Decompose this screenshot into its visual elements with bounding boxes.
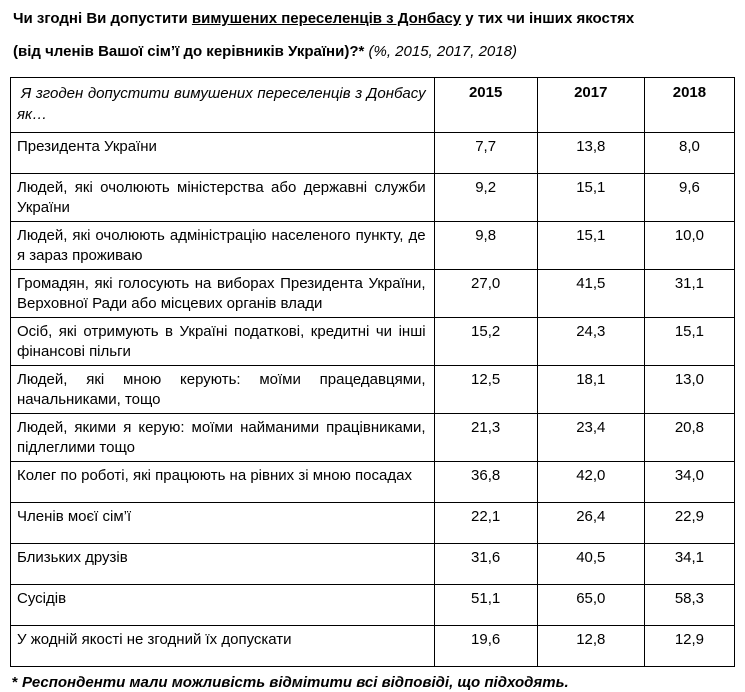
row-value-2018: 22,9 xyxy=(644,503,734,544)
row-value-2015: 9,8 xyxy=(434,222,537,270)
table-row xyxy=(11,503,735,544)
title-year-note: (%, 2015, 2017, 2018) xyxy=(364,43,517,60)
row-value-2018: 58,3 xyxy=(644,585,734,626)
row-value-2015: 7,7 xyxy=(434,133,537,174)
row-label: Колег по роботі, які працюють на рівних зі мною посадах xyxy=(11,462,435,503)
document-title-line2 xyxy=(13,42,735,61)
table-row xyxy=(11,544,735,585)
footnote-marker: * xyxy=(12,674,18,691)
row-label: Близьких друзів xyxy=(11,544,435,585)
survey-table xyxy=(10,77,735,667)
row-value-2017: 24,3 xyxy=(537,318,644,366)
row-value-2018: 9,6 xyxy=(644,174,734,222)
title-text-post: у тих чи інших якостях xyxy=(461,10,635,27)
row-value-2015: 19,6 xyxy=(434,626,537,667)
row-value-2018: 34,0 xyxy=(644,462,734,503)
row-label: Людей, які мною керують: моїми працедавцями, начальниками, тощо xyxy=(11,366,435,414)
row-value-2018: 15,1 xyxy=(644,318,734,366)
row-value-2015: 31,6 xyxy=(434,544,537,585)
row-value-2015: 12,5 xyxy=(434,366,537,414)
row-label: У жодній якості не згодний їх допускати xyxy=(11,626,435,667)
row-value-2017: 41,5 xyxy=(537,270,644,318)
row-label: Громадян, які голосують на виборах Президента України, Верховної Ради або місцевих органів влади xyxy=(11,270,435,318)
table-header-row xyxy=(11,78,735,133)
row-value-2017: 15,1 xyxy=(537,174,644,222)
row-value-2017: 18,1 xyxy=(537,366,644,414)
table-body xyxy=(11,133,735,667)
row-value-2018: 31,1 xyxy=(644,270,734,318)
row-label: Сусідів xyxy=(11,585,435,626)
row-label: Осіб, які отримують в Україні податкові, кредитні чи інші фінансові пільги xyxy=(11,318,435,366)
table-row xyxy=(11,318,735,366)
table-row xyxy=(11,270,735,318)
document-title-line1 xyxy=(13,9,735,28)
table-header-year-2018: 2018 xyxy=(644,78,734,133)
row-value-2015: 36,8 xyxy=(434,462,537,503)
row-value-2017: 26,4 xyxy=(537,503,644,544)
footnote-text: Респонденти мали можливість відмітити всі відповіді, що підходять. xyxy=(22,674,569,691)
row-value-2015: 21,3 xyxy=(434,414,537,462)
row-value-2018: 10,0 xyxy=(644,222,734,270)
table-row xyxy=(11,462,735,503)
row-value-2018: 13,0 xyxy=(644,366,734,414)
row-label: Членів моєї сім’ї xyxy=(11,503,435,544)
row-value-2018: 12,9 xyxy=(644,626,734,667)
row-label: Людей, які очолюють міністерства або державні служби України xyxy=(11,174,435,222)
row-value-2017: 23,4 xyxy=(537,414,644,462)
row-value-2017: 13,8 xyxy=(537,133,644,174)
row-value-2015: 9,2 xyxy=(434,174,537,222)
row-value-2017: 15,1 xyxy=(537,222,644,270)
row-value-2017: 42,0 xyxy=(537,462,644,503)
table-row xyxy=(11,585,735,626)
row-value-2015: 22,1 xyxy=(434,503,537,544)
row-label: Людей, які очолюють адміністрацію населеного пункту, де я зараз проживаю xyxy=(11,222,435,270)
row-value-2018: 20,8 xyxy=(644,414,734,462)
row-value-2017: 12,8 xyxy=(537,626,644,667)
title-underlined-phrase: вимушених переселенців з Донбасу xyxy=(191,10,462,27)
title-line2-bold: (від членів Вашої сім’ї до керівників України)?* xyxy=(13,43,365,60)
table-row xyxy=(11,366,735,414)
row-value-2017: 65,0 xyxy=(537,585,644,626)
table-header-year-2017: 2017 xyxy=(537,78,644,133)
row-value-2017: 40,5 xyxy=(537,544,644,585)
row-value-2018: 34,1 xyxy=(644,544,734,585)
title-text-pre: Чи згодні Ви допустити xyxy=(13,10,192,27)
row-value-2015: 51,1 xyxy=(434,585,537,626)
table-header-year-2015: 2015 xyxy=(434,78,537,133)
table-row xyxy=(11,174,735,222)
table-row xyxy=(11,626,735,667)
table-row xyxy=(11,414,735,462)
row-value-2015: 15,2 xyxy=(434,318,537,366)
table-row xyxy=(11,222,735,270)
row-label: Президента України xyxy=(11,133,435,174)
table-header-label: Я згоден допустити вимушених переселенців з Донбасу як… xyxy=(11,78,435,133)
footnote xyxy=(12,674,735,692)
row-value-2018: 8,0 xyxy=(644,133,734,174)
table-row xyxy=(11,133,735,174)
row-value-2015: 27,0 xyxy=(434,270,537,318)
row-label: Людей, якими я керую: моїми найманими працівниками, підлеглими тощо xyxy=(11,414,435,462)
